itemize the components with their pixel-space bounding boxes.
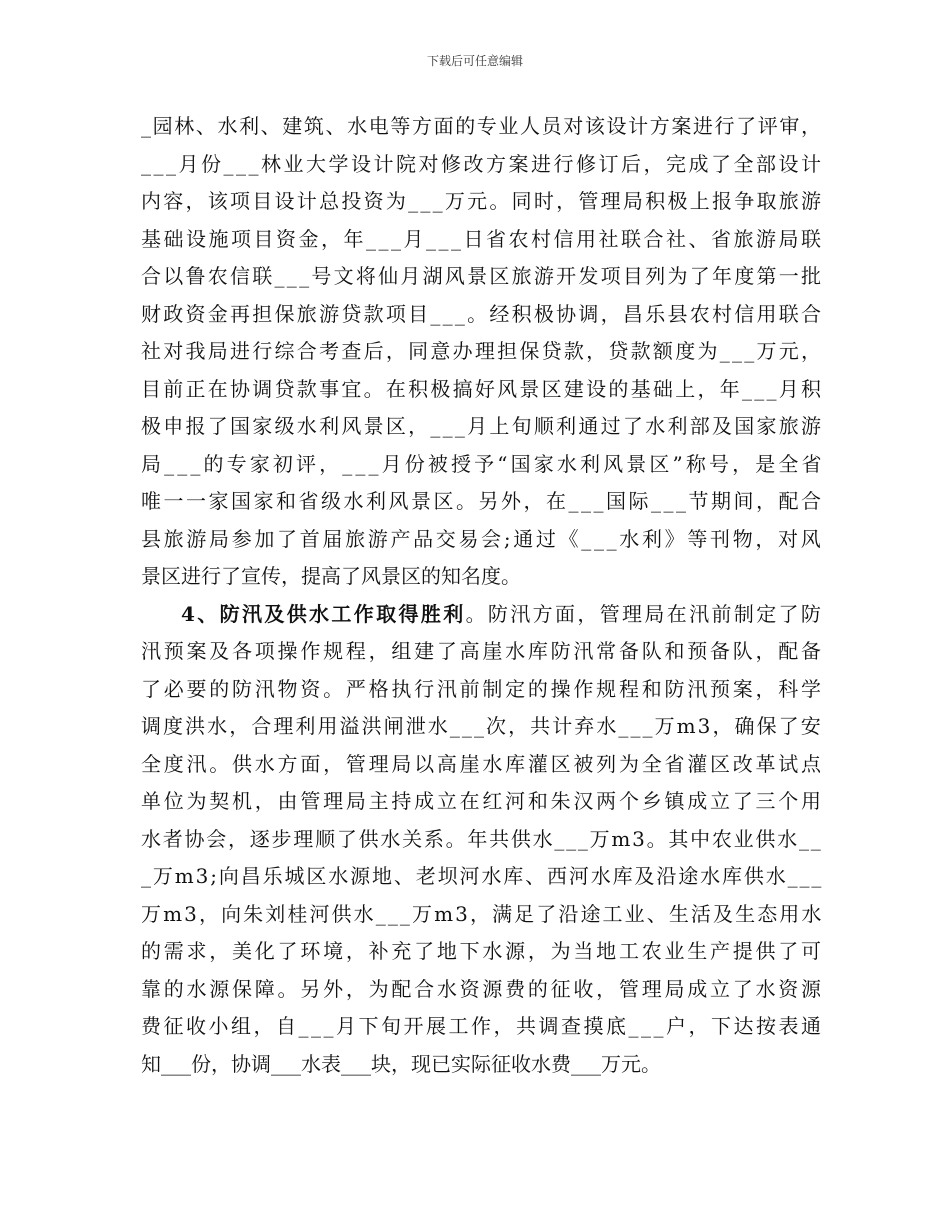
text-line [141, 483, 824, 521]
text-line [141, 296, 824, 334]
text-line-content: 。防汛方面，管理局在汛前制定了防 [465, 601, 824, 626]
text-line [141, 896, 824, 934]
text-line-content: 财政资金再担保旅游贷款项目___。经积极协调，昌乐县农村信用联合 [141, 301, 824, 326]
text-line-content: 调度洪水，合理利用溢洪闸泄水___次，共计弃水___万m3，确保了安 [141, 714, 823, 738]
text-line [141, 146, 824, 184]
text-line [141, 558, 821, 596]
text-line-content: 局___的专家初评，___月份被授予“国家水利风景区”称号，是全省 [141, 451, 825, 476]
text-line-content: 汛预案及各项操作规程，组建了高崖水库防汛常备队和预备队，配备 [141, 639, 824, 663]
text-line [141, 858, 824, 896]
text-line-content: ___月份___林业大学设计院对修改方案进行修订后，完成了全部设计 [141, 151, 824, 176]
text-line [141, 371, 824, 409]
text-line-content: 基础设施项目资金，年___月___日省农村信用社联合社、省旅游局联 [141, 226, 824, 251]
text-line [141, 1046, 821, 1084]
text-line [141, 971, 824, 1009]
text-line-content: 单位为契机，由管理局主持成立在红河和朱汉两个乡镇成立了三个用 [141, 789, 824, 813]
text-line [141, 521, 824, 559]
section-heading-line [181, 596, 823, 634]
text-line-content: 内容，该项目设计总投资为___万元。同时，管理局积极上报争取旅游 [141, 189, 824, 213]
text-line-content: 县旅游局参加了首届旅游产品交易会;通过《___水利》等刊物，对风 [141, 526, 824, 551]
text-line [141, 596, 824, 634]
text-line-content: 的需求，美化了环境，补充了地下水源，为当地工农业生产提供了可 [141, 939, 824, 963]
paragraph-1 [141, 108, 825, 596]
text-line [141, 258, 824, 296]
text-line-content: _园林、水利、建筑、水电等方面的专业人员对该设计方案进行了评审， [141, 114, 823, 138]
text-line-content: 目前正在协调贷款事宜。在积极搞好风景区建设的基础上，年___月积 [141, 376, 824, 401]
text-line [141, 933, 824, 971]
text-line-content: _万m3;向昌乐城区水源地、老坝河水库、西河水库及沿途水库供水___ [141, 864, 824, 888]
text-line-content: 知___份，协调___水表___块，现已实际征收水费___万元。 [141, 1051, 661, 1076]
text-line-content: 合以鲁农信联___号文将仙月湖风景区旅游开发项目列为了年度第一批 [141, 264, 824, 288]
text-line [141, 108, 821, 146]
paragraph-2 [141, 596, 824, 1084]
text-line-content: 水者协会，逐步理顺了供水关系。年共供水___万m3。其中农业供水__ [141, 826, 823, 851]
text-line [141, 671, 824, 709]
text-line-content: 唯一一家国家和省级水利风景区。另外，在___国际___节期间，配合 [141, 489, 824, 513]
text-line [141, 183, 824, 221]
text-line [141, 446, 825, 484]
text-line [141, 408, 824, 446]
text-line-content: 费征收小组，自___月下旬开展工作，共调查摸底___户，下达按表通 [141, 1014, 824, 1038]
text-line [141, 821, 821, 859]
text-line-content: 了必要的防汛物资。严格执行汛前制定的操作规程和防汛预案，科学 [141, 676, 824, 701]
text-line [141, 633, 824, 671]
text-line-content: 景区进行了宣传，提高了风景区的知名度。 [141, 564, 521, 588]
text-line [141, 221, 824, 259]
text-line [141, 708, 821, 746]
text-line-content: 极申报了国家级水利风景区，___月上旬顺利通过了水利部及国家旅游 [141, 414, 824, 438]
text-line [141, 783, 824, 821]
document-body [141, 108, 825, 1083]
text-line [141, 746, 824, 784]
text-line [141, 333, 824, 371]
text-line-content: 万m3，向朱刘桂河供水___万m3，满足了沿途工业、生活及生态用水 [141, 901, 824, 926]
text-line-content: 社对我局进行综合考查后，同意办理担保贷款，贷款额度为___万元， [141, 339, 824, 363]
page-header: 下载后可任意编辑 [426, 54, 523, 68]
text-line [141, 1008, 824, 1046]
text-line-content: 全度汛。供水方面，管理局以高崖水库灌区被列为全省灌区改革试点 [141, 751, 824, 776]
text-line-content: 靠的水源保障。另外，为配合水资源费的征收，管理局成立了水资源 [141, 976, 824, 1001]
section-heading: 4、防汛及供水工作取得胜利 [181, 601, 466, 626]
